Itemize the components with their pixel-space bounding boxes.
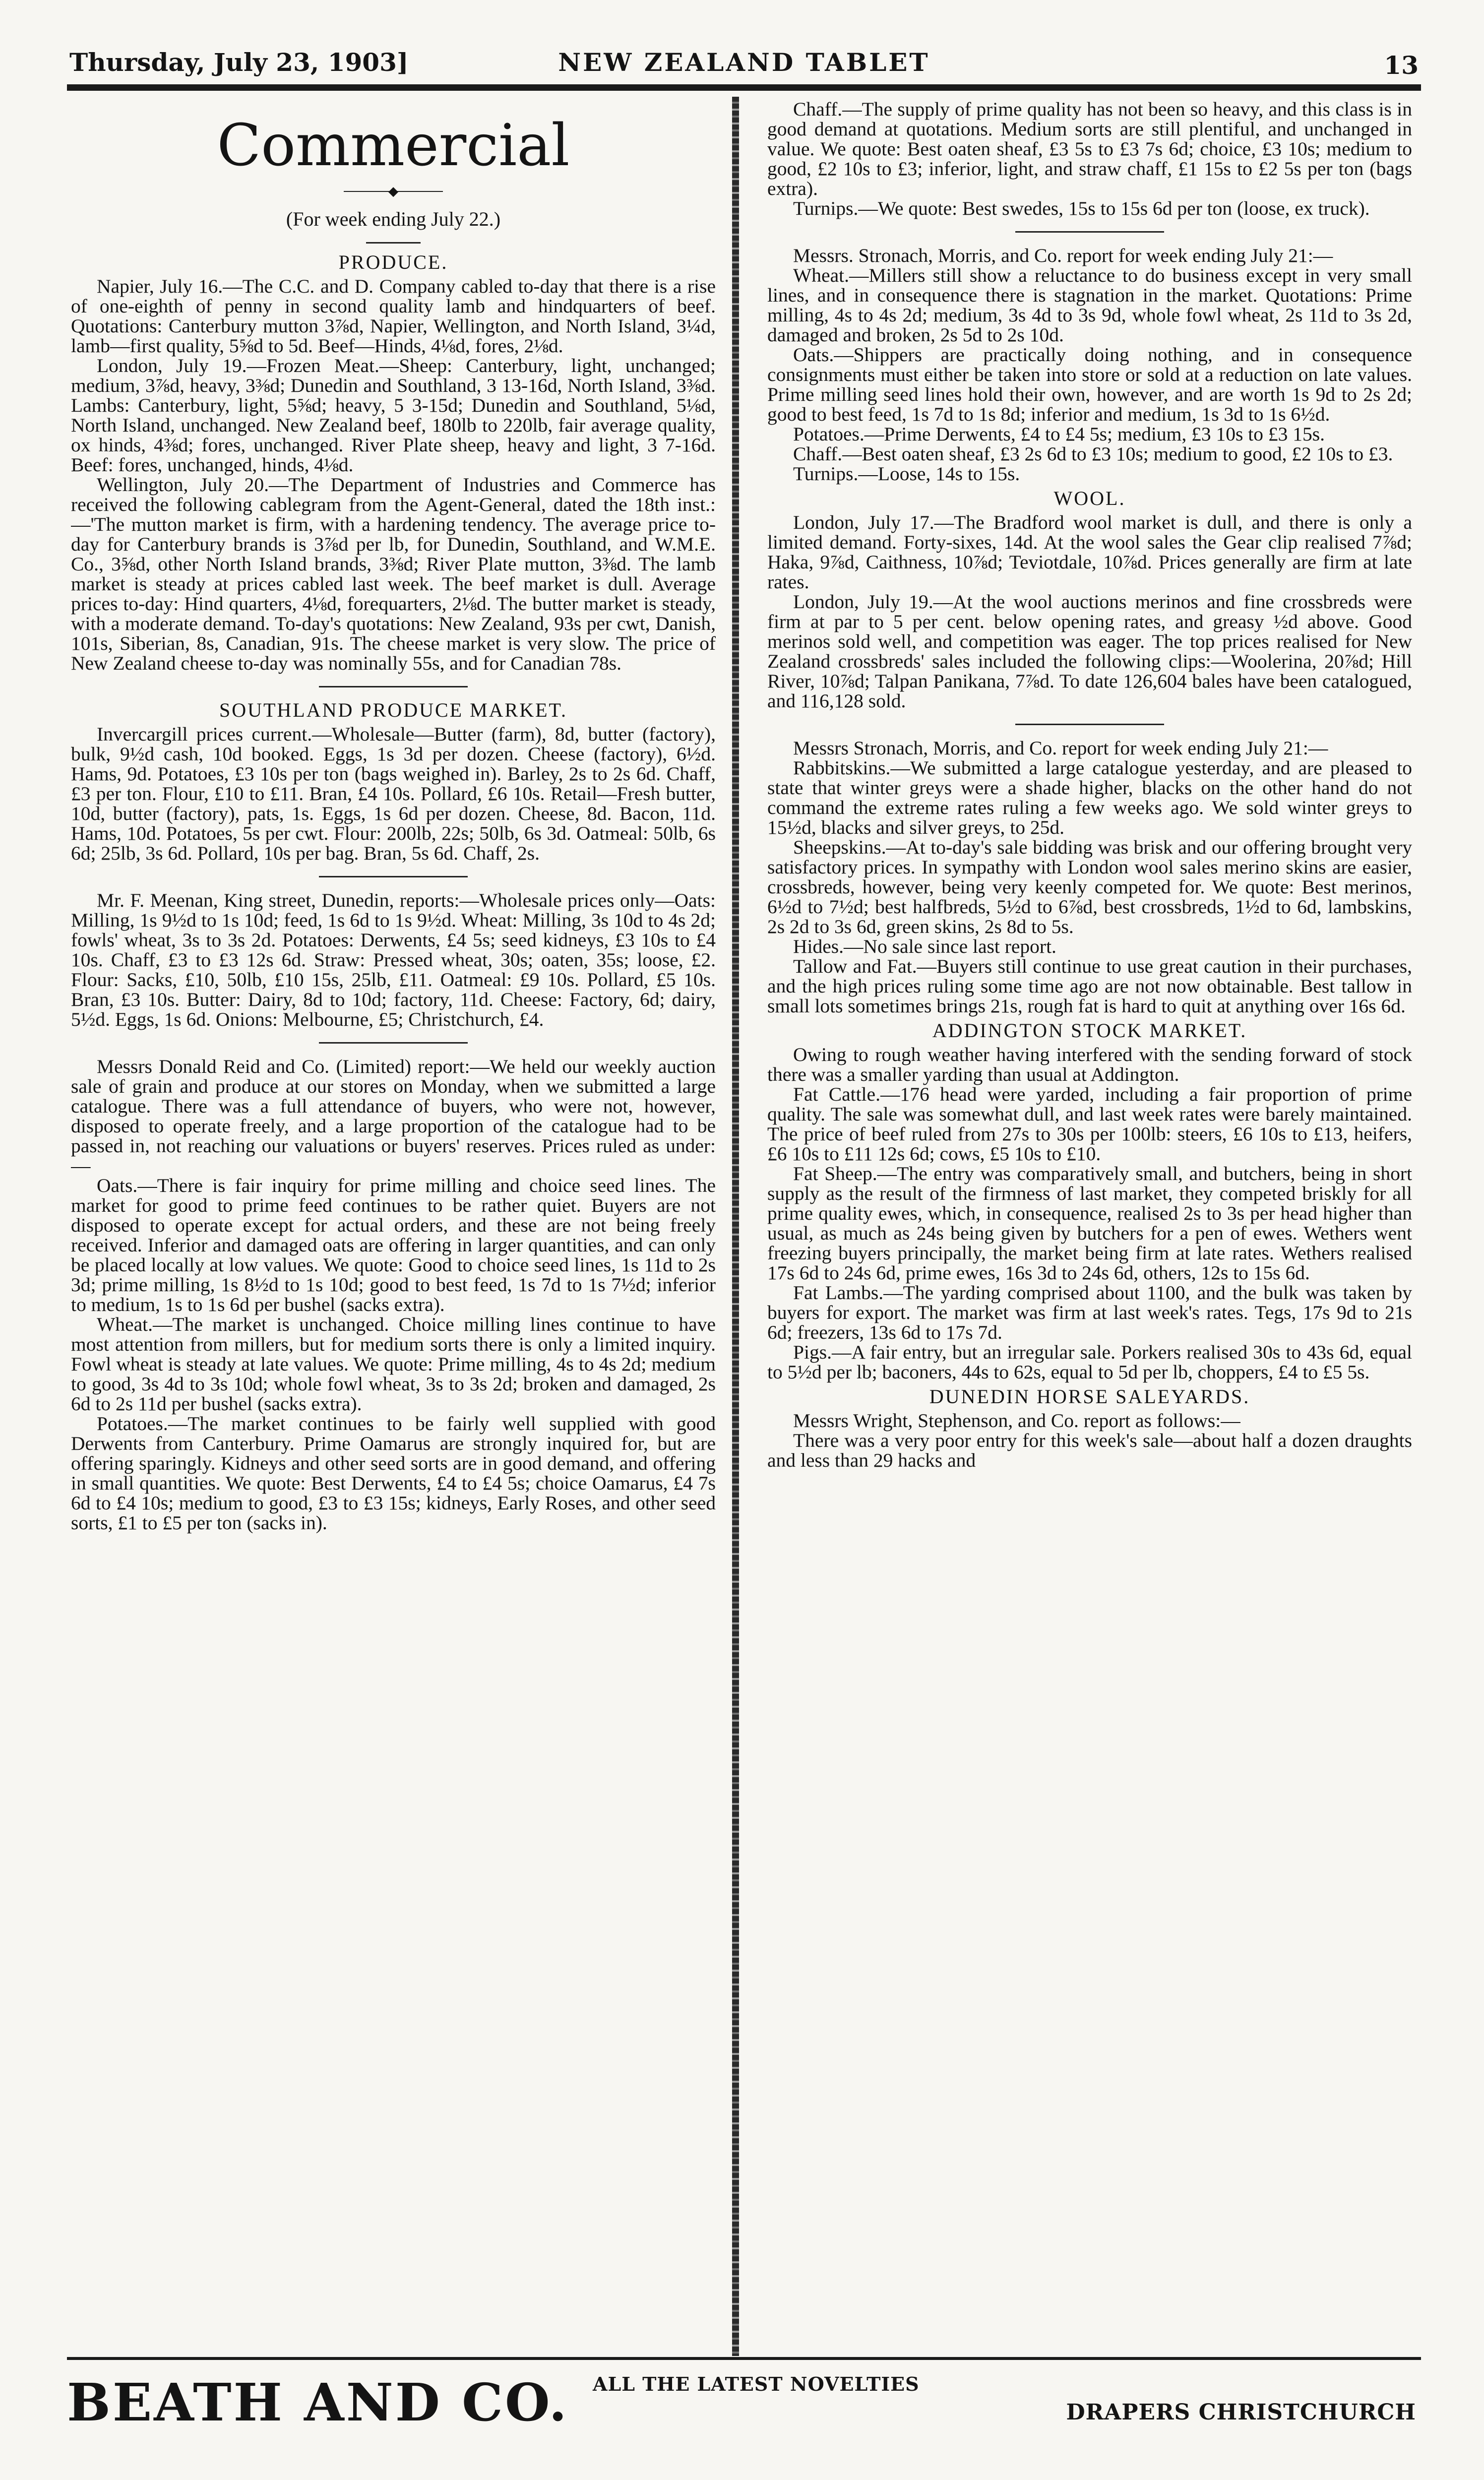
paragraph: Fat Cattle.—176 head were yarded, including a fair proportion of prime quality. The sale was somewhat dull, and last week rates were barely maintained. The price of beef ruled from 27s to 30s per 100lb: steers, £6 10s to £13, heifers, £6 10s to £11 12s 6d; cows, £5 10s to £10. xyxy=(767,1083,1412,1165)
rule xyxy=(319,686,468,687)
paragraph: London, July 17.—The Bradford wool market is dull, and there is only a limited demand. Forty-sixes, 14d. At the wool sales the Gear clip realised 7⅞d; Haka, 9⅞d, Caithness, 10⅞d; Teviotdale, 10⅞d. Prices generally are firm at late rates. xyxy=(767,511,1412,593)
paragraph: Owing to rough weather having interfered with the sending forward of stock there was a smaller yarding than usual at Addington. xyxy=(767,1044,1412,1085)
paragraph: Messrs Wright, Stephenson, and Co. report as follows:— xyxy=(793,1410,1240,1431)
paragraph: Wheat.—The market is unchanged. Choice milling lines continue to have most attention from millers, but for medium sorts there is only a limited inquiry. Fowl wheat is steady at late values. We quote: Prime milling, 4s to 4s 2d; medium to good, 3s 4d to 3s 10d; whole fowl wheat, 3s to 3s 2d; broken and damaged, 2s 6d to 2s 11d per bushel (sacks extra). xyxy=(71,1313,716,1415)
ornament-divider xyxy=(344,186,443,196)
southland-heading: SOUTHLAND PRODUCE MARKET. xyxy=(219,699,568,721)
paragraph: Sheepskins.—At to-day's sale bidding was brisk and our offering brought very satisfactory prices. In sympathy with London wool sales merino skins are easier, crossbreds, however, being very keenly competed for. We quote: Best merinos, 6½d to 7½d; best halfbreds, 5½d to 6⅞d, best crossbreds, 1½d to 6d, lambskins, 2s 2d to 3s 6d, green skins, 2s 8d to 5s. xyxy=(767,836,1412,937)
paragraph: Wellington, July 20.—The Department of Industries and Commerce has received the following cablegram from the Agent-General, dated the 18th inst.:—'The mutton market is firm, with a hardening tendency. The average price to-day for Canterbury brands is 3⅞d per lb, for Dunedin, Southland, and W.M.E. Co., 3⅝d, other North Island brands, 3⅜d; River Plate mutton, 3⅜d. The lamb market is steady at prices cabled last week. The beef market is dull. Average prices to-day: Hind quarters, 4⅛d, forequarters, 2⅛d. The butter market is steady, with a moderate demand. To-day's quotations: New Zealand, 93s per cwt, Danish, 101s, Siberian, 8s, Canadian, 91s. The cheese market is very slow. The price of New Zealand cheese to-day was nominally 55s, and for Canadian 78s. xyxy=(71,474,716,674)
produce-heading: PRODUCE. xyxy=(338,251,448,273)
paragraph: London, July 19.—Frozen Meat.—Sheep: Canterbury, light, unchanged; medium, 3⅞d, heavy, 3⅜d; Dunedin and Southland, 3 13-16d, North Island, 3⅜d. Lambs: Canterbury, light, 5⅝d; heavy, 5 3-15d; Dunedin and Southland, 5⅛d, North Island, unchanged. New Zealand beef, 180lb to 220lb, fair average quality, ox hinds, 4⅜d; fores, unchanged. River Plate sheep, heavy and light, 3 7-16d. Beef: fores, unchanged, hinds, 4⅛d. xyxy=(71,355,716,476)
paragraph: There was a very poor entry for this week's sale—about half a dozen draughts and less than 29 hacks and xyxy=(767,1429,1412,1471)
paragraph: Hides.—No sale since last report. xyxy=(793,935,1056,957)
addington-heading: ADDINGTON STOCK MARKET. xyxy=(932,1019,1247,1042)
right-column xyxy=(767,99,1412,2354)
paragraph: Messrs. Stronach, Morris, and Co. report for week ending July 21:— xyxy=(793,245,1333,266)
header-title: NEW ZEALAND TABLET xyxy=(558,48,930,77)
paragraph: Tallow and Fat.—Buyers still continue to use great caution in their purchases, and the high prices ruling some time ago are not now obtainable. Best tallow in small lots sometimes brings 21s, rough fat is hard to quit at anything over 16s 6d. xyxy=(767,955,1412,1017)
rule xyxy=(319,876,468,877)
left-column xyxy=(71,99,716,2354)
advert-tagline: ALL THE LATEST NOVELTIES xyxy=(593,2373,920,2395)
dateline: (For week ending July 22.) xyxy=(286,208,501,230)
paragraph: Oats.—Shippers are practically doing nothing, and in consequence consignments must either be taken into store or sold at a reduction on late values. Prime milling seed lines hold their own, however, and are worth 1s 9d to 2s 2d; good to best feed, 1s 7d to 1s 8d; inferior and medium, 1s 3d to 1s 6½d. xyxy=(767,344,1412,425)
paragraph: Turnips.—We quote: Best swedes, 15s to 15s 6d per ton (loose, ex truck). xyxy=(793,197,1370,219)
paragraph: Invercargill prices current.—Wholesale—Butter (farm), 8d, butter (factory), bulk, 9½d cash, 10d booked. Eggs, 1s 3d per dozen. Cheese (factory), 6½d. Hams, 9d. Potatoes, £3 10s per ton (bags weighed in). Barley, 2s to 2s 6d. Chaff, £3 per ton. Flour, £10 to £11. Bran, £4 10s. Pollard, £6 10s. Retail—Fresh butter, 10d, butter (factory), pats, 1s. Eggs, 1s 6d per dozen. Cheese, 8d. Bacon, 11d. Hams, 10d. Potatoes, 5s per cwt. Flour: 200lb, 22s; 50lb, 6s 3d. Oatmeal: 50lb, 6s 6d; 25lb, 3s 6d. Pollard, 10s per bag. Bran, 5s 6d. Chaff, 2s. xyxy=(71,723,716,864)
paragraph: Napier, July 16.—The C.C. and D. Company cabled to-day that there is a rise of one-eighth of penny in second quality lamb and hindquarters of beef. Quotations: Canterbury mutton 3⅞d, Napier, Wellington, and North Island, 3¼d, lamb—first quality, 5⅝d to 5d. Beef—Hinds, 4⅛d, fores, 2⅛d. xyxy=(71,275,716,357)
paragraph: Messrs Stronach, Morris, and Co. report for week ending July 21:— xyxy=(793,737,1328,759)
paragraph: Turnips.—Loose, 14s to 15s. xyxy=(793,463,1020,485)
rule xyxy=(1015,724,1164,725)
paragraph: Fat Sheep.—The entry was comparatively small, and butchers, being in short supply as the result of the firmness of last market, they competed briskly for all prime quality ewes, which, in consequence, realised 2s to 3s per head higher than usual, as much as 24s being given by butchers for a pen of ewes. Wethers went freezing buyers principally, the market being firm at late rates. Wethers realised 17s 6d to 24s 6d, prime ewes, 16s 3d to 24s 6d, others, 12s to 15s 6d. xyxy=(767,1163,1412,1284)
paragraph: Mr. F. Meenan, King street, Dunedin, reports:—Wholesale prices only—Oats: Milling, 1s 9½d to 1s 10d; feed, 1s 6d to 1s 9½d. Wheat: Milling, 3s 10d to 4s 2d; fowls' wheat, 3s to 3s 2d. Potatoes: Derwents, £4 5s; seed kidneys, £3 10s to £4 10s. Chaff, £3 to £3 12s 6d. Straw: Pressed wheat, 30s; oaten, 35s; loose, £2. Flour: Sacks, £10, 50lb, £10 15s, 25lb, £11. Oatmeal: £9 10s. Pollard, £5 10s. Bran, £3 10s. Butter: Dairy, 8d to 10d; factory, 11d. Cheese: Factory, 6d; dairy, 5½d. Eggs, 1s 6d. Onions: Melbourne, £5; Christchurch, £4. xyxy=(71,889,716,1030)
advert-location: DRAPERS CHRISTCHURCH xyxy=(1066,2400,1416,2425)
advert-brand: BEATH AND CO. xyxy=(67,2372,569,2433)
page-header xyxy=(69,48,1419,82)
horse-heading: DUNEDIN HORSE SALEYARDS. xyxy=(929,1385,1250,1408)
paragraph: Chaff.—Best oaten sheaf, £3 2s 6d to £3 10s; medium to good, £2 10s to £3. xyxy=(793,443,1393,465)
header-date: Thursday, July 23, 1903] xyxy=(69,48,409,77)
paragraph: Potatoes.—The market continues to be fairly well supplied with good Derwents from Canterbury. Prime Oamarus are strongly inquired for, but are offering sparingly. Kidneys and other seed sorts are in good demand, and offering in small quantities. We quote: Best Derwents, £4 to £4 5s; choice Oamarus, £4 7s 6d to £4 10s; medium to good, £3 to £3 15s; kidneys, Early Roses, and other seed sorts, £1 to £5 per ton (sacks in). xyxy=(71,1413,716,1534)
paragraph: Rabbitskins.—We submitted a large catalogue yesterday, and are pleased to state that winter greys were a shade higher, blacks on the other hand do not command the extreme rates ruling a few weeks ago. We sold winter greys to 15½d, blacks and silver greys, to 25d. xyxy=(767,757,1412,838)
section-masthead: Commercial xyxy=(217,112,570,179)
rule xyxy=(366,242,421,244)
paragraph: London, July 19.—At the wool auctions merinos and fine crossbreds were firm at par to 5 per cent. below opening rates, and greasy ½d above. Good merinos sold well, and competition was eager. The top prices realised for New Zealand crossbreds' sales included the following clips:—Woolerina, 20⅞d; Hill River, 10⅞d; Talpan Panikana, 7⅞d. To date 126,604 bales have been catalogued, and 116,128 sold. xyxy=(767,591,1412,712)
column-divider xyxy=(732,97,739,2356)
page-number: 13 xyxy=(1384,51,1419,80)
header-rule xyxy=(67,84,1421,91)
paragraph: Fat Lambs.—The yarding comprised about 1100, and the bulk was taken by buyers for export. The market was firm at last week's rates. Tegs, 17s 9d to 21s 6d; freezers, 13s 6d to 17s 7d. xyxy=(767,1282,1412,1343)
rule xyxy=(319,1042,468,1044)
paragraph: Messrs Donald Reid and Co. (Limited) report:—We held our weekly auction sale of grain and produce at our stores on Monday, when we submitted a large catalogue. There was a full attendance of buyers, who were not, however, disposed to operate freely, and a large proportion of the catalogue had to be passed in, not reaching our valuations or buyers' reserves. Prices ruled as under:— xyxy=(71,1055,716,1177)
paragraph: Wheat.—Millers still show a reluctance to do business except in very small lines, and in consequence there is stagnation in the market. Quotations: Prime milling, 4s to 4s 2d; medium, 3s 4d to 3s 9d, whole fowl wheat, 2s 11d to 3s 2d, damaged and broken, 2s 5d to 2s 10d. xyxy=(767,264,1412,346)
wool-heading: WOOL. xyxy=(1053,487,1126,509)
footer-rule xyxy=(67,2357,1421,2360)
advertisement-footer xyxy=(67,2366,1421,2440)
paragraph: Potatoes.—Prime Derwents, £4 to £4 5s; medium, £3 10s to £3 15s. xyxy=(793,423,1325,445)
paragraph: Pigs.—A fair entry, but an irregular sale. Porkers realised 30s to 43s 6d, equal to 5½d per lb; baconers, 44s to 62s, equal to 5d per lb, choppers, £4 to £5 5s. xyxy=(767,1341,1412,1383)
paragraph: Oats.—There is fair inquiry for prime milling and choice seed lines. The market for good to prime feed continues to be rather quiet. Buyers are not disposed to operate except for actual orders, and these are not being freely received. Inferior and damaged oats are offering in larger quantities, and can only be placed locally at low values. We quote: Good to choice seed lines, 1s 11d to 2s 3d; prime milling, 1s 8½d to 1s 10d; good to best feed, 1s 7d to 1s 7½d; inferior to medium, 1s to 1s 6d per bushel (sacks extra). xyxy=(71,1175,716,1315)
rule xyxy=(1015,231,1164,233)
paragraph: Chaff.—The supply of prime quality has not been so heavy, and this class is in good demand at quotations. Medium sorts are still plentiful, and unchanged in value. We quote: Best oaten sheaf, £3 5s to £3 7s 6d; choice, £3 10s; medium to good, £2 10s to £3; inferior, light, and straw chaff, £1 15s to £2 5s per ton (bags extra). xyxy=(767,99,1412,199)
